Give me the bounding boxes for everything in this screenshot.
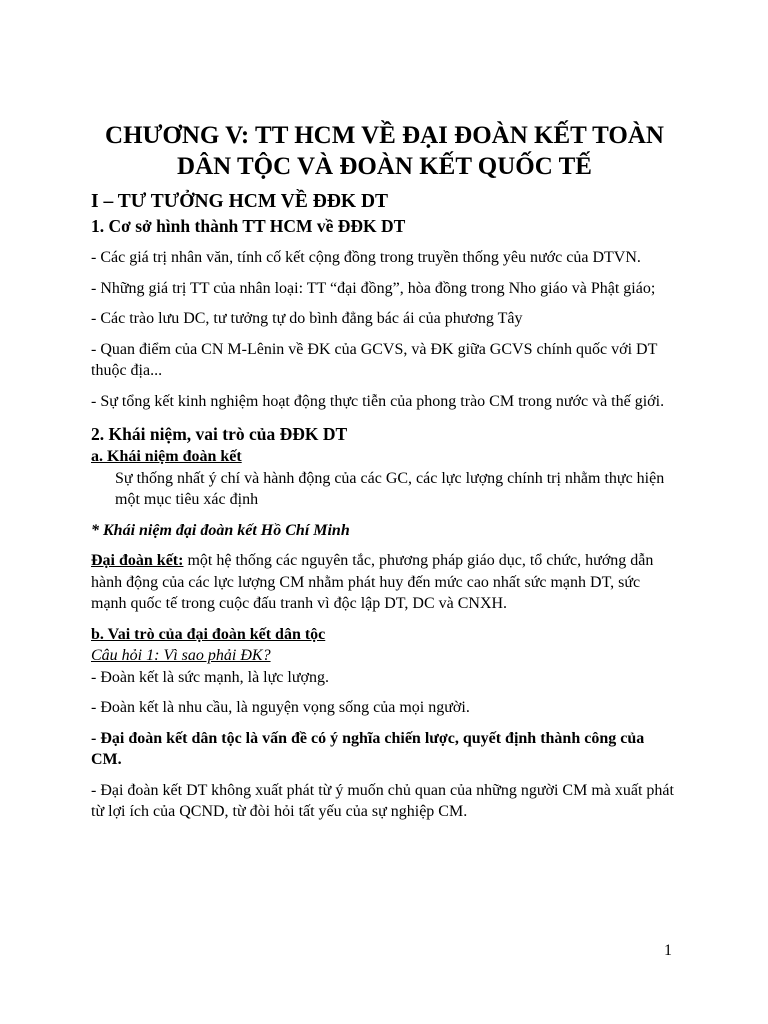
great-unity-definition: một hệ thống các nguyên tắc, phương pháp giáo dục, tổ chức, hướng dẫn hành động của các lực lượng CM nhằm phát huy đến mức cao nhất sức mạnh DT, sức mạnh quốc tế trong cuộc đấu tranh vì độc lập DT, DC và CNXH. <box>91 552 654 612</box>
basis-item: - Sự tổng kết kinh nghiệm hoạt động thực tiễn của phong trào CM trong nước và thế giới. <box>91 392 665 410</box>
subsection-heading: 2. Khái niệm, vai trò của ĐĐK DT <box>91 424 348 444</box>
role-item: - Đoàn kết là nhu cầu, là nguyện vọng sống của mọi người. <box>91 699 470 716</box>
question-heading: Câu hỏi 1: Vì sao phải ĐK? <box>91 647 271 664</box>
part-a-heading: a. Khái niệm đoàn kết <box>91 448 242 465</box>
basis-item: - Những giá trị TT của nhân loại: TT “đại đồng”, hòa đồng trong Nho giáo và Phật giáo; <box>91 279 656 297</box>
great-unity-term: Đại đoàn kết: <box>91 552 184 569</box>
basis-item: - Các trào lưu DC, tư tưởng tự do bình đẳng bác ái của phương Tây <box>91 310 523 327</box>
subsection-heading: 1. Cơ sở hình thành TT HCM về ĐĐK DT <box>91 216 406 236</box>
role-item-emphasis: - Đại đoàn kết dân tộc là vấn đề có ý nghĩa chiến lược, quyết định thành công của CM. <box>91 729 645 768</box>
chapter-title: CHƯƠNG V: TT HCM VỀ ĐẠI ĐOÀN KẾT TOÀN DÂN TỘC VÀ ĐOÀN KẾT QUỐC TẾ <box>105 122 664 180</box>
basis-item: - Các giá trị nhân văn, tính cố kết cộng đồng trong truyền thống yêu nước của DTVN. <box>91 249 641 266</box>
great-unity-paragraph <box>91 550 678 615</box>
role-item: - Đại đoàn kết DT không xuất phát từ ý muốn chủ quan của những người CM mà xuất phát từ lợi ích của QCND, từ đòi hỏi tất yếu của sự nghiệp CM. <box>91 781 674 820</box>
hcm-concept-heading: * Khái niệm đại đoàn kết Hồ Chí Minh <box>91 521 350 539</box>
page-number: 1 <box>664 942 672 959</box>
basis-item: - Quan điểm của CN M-Lênin về ĐK của GCVS, và ĐK giữa GCVS chính quốc với DT thuộc địa... <box>91 340 658 379</box>
unity-definition: Sự thống nhất ý chí và hành động của các GC, các lực lượng chính trị nhằm thực hiện một mục tiêu xác định <box>115 469 665 508</box>
role-item: - Đoàn kết là sức mạnh, là lực lượng. <box>91 668 329 686</box>
section-heading: I – TƯ TƯỞNG HCM VỀ ĐĐK DT <box>91 191 389 212</box>
part-b-heading: b. Vai trò của đại đoàn kết dân tộc <box>91 625 326 643</box>
